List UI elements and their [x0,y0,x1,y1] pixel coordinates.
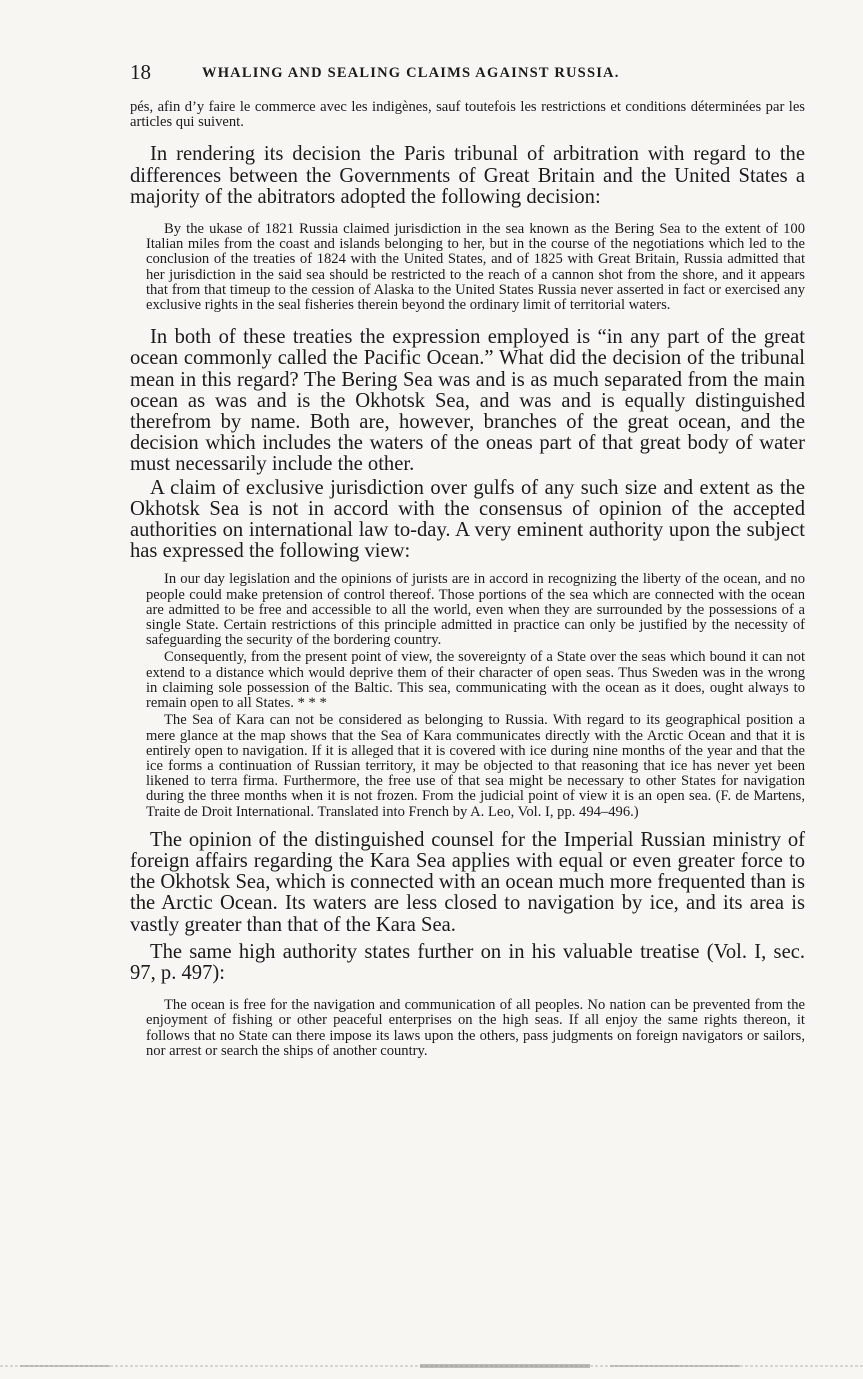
quote-liberty-of-ocean: In our day legislation and the opinions of jurists are in accord in recognizing the liberty of the ocean, and no people could make pretension of control thereof. Those portions of the sea which are connected with the ocean are admitted to be free and accessible to all the world, even when they are surrounded by the possessions of a single State. Certain restrictions of this principle admitted in practice can only be justified by the necessity of safeguarding the security of the bordering country. [146,571,805,649]
quote-tribunal-decision: By the ukase of 1821 Russia claimed jurisdiction in the sea known as the Bering Sea to the extent of 100 Italian miles from the coast and islands belonging to her, but in the course of the negotiations which led to the conclusion of the treaties of 1824 with the United States, and of 1825 with Great Britain, Russia admitted that her jurisdiction in the said sea should be restricted to the reach of a cannon shot from the shore, and it appears that from that timeup to the cession of Alaska to the United States Russia never asserted in fact or exercised any exclusive rights in the seal fisheries therein beyond the ordinary limit of territorial waters. [146,221,805,314]
paragraph-high-authority: The same high authority states further on in his valuable treatise (Vol. I, sec. 97, p. 497): [130,940,805,984]
paragraph-exclusive-jurisdiction: A claim of exclusive jurisdiction over gulfs of any such size and extent as the Okhotsk Sea is not in accord with the consensus of opinion of the accepted authorities on international law to-day. A very eminent authority upon the subject has expressed the following view: [130,476,805,563]
paragraph-counsel-opinion: The opinion of the distinguished counsel for the Imperial Russian ministry of foreign affairs regarding the Kara Sea applies with equal or even greater force to the Okhotsk Sea, which is connected with an ocean much more frequented than is the Arctic Ocean. Its waters are less closed to navigation by ice, and its area is vastly greater than that of the Kara Sea. [130,828,805,936]
paragraph-paris-tribunal: In rendering its decision the Paris tribunal of arbitration with regard to the differences between the Governments of Great Britain and the United States a majority of the abitrators adopted the following decision: [130,143,805,208]
quote-ocean-free: The ocean is free for the navigation and communication of all peoples. No nation can be prevented from the enjoyment of fishing or other peaceful enterprises on the high seas. If all enjoy the same rights thereon, it follows that no State can there impose its laws upon the others, pass judgments on foreign navigators or sailors, nor arrest or search the ships of another country. [146,997,805,1059]
body-text [130,100,805,1059]
page-header [130,60,810,88]
page-number: 18 [130,60,151,84]
scan-edge-artifact [0,1361,863,1371]
running-head: WHALING AND SEALING CLAIMS AGAINST RUSSIA. [202,65,620,81]
continued-french-quote: pés, afin d’y faire le commerce avec les indigènes, sauf toutefois les restrictions et conditions déterminées par les articles qui suivent. [130,99,805,131]
paragraph-treaties-expression: In both of these treaties the expression employed is “in any part of the great ocean commonly called the Pacific Ocean.” What did the decision of the tribunal mean in this regard? The Bering Sea was and is as much separated from the main ocean as was and is the Okhotsk Sea, and was and is equally distinguished therefrom by name. Both are, however, branches of the great ocean, and the decision which includes the waters of the oneas part of that great body of water must necessarily include the other. [130,326,805,476]
quote-sovereignty-baltic: Consequently, from the present point of view, the sovereignty of a State over the seas which bound it can not extend to a distance which would deprive them of their character of open seas. Thus Sweden was in the wrong in claiming sole possession of the Baltic. This sea, communicating with the ocean as it does, ought always to remain open to all States. * * * [146,649,805,712]
quote-sea-of-kara: The Sea of Kara can not be considered as belonging to Russia. With regard to its geographical position a mere glance at the map shows that the Sea of Kara communicates directly with the Arctic Ocean and that it is entirely open to navigation. If it is alleged that it is covered with ice during nine months of the year and that the ice forms a continuation of Russian territory, it may be objected to that reasoning that ice has never yet been likened to terra firma. Furthermore, the free use of that sea might be necessary to other States for navigation during the three months when it is not frozen. From the judicial point of view it is an open sea. (F. de Martens, Traite de Droit International. Translated into French by A. Leo, Vol. I, pp. 494–496.) [146,712,805,820]
